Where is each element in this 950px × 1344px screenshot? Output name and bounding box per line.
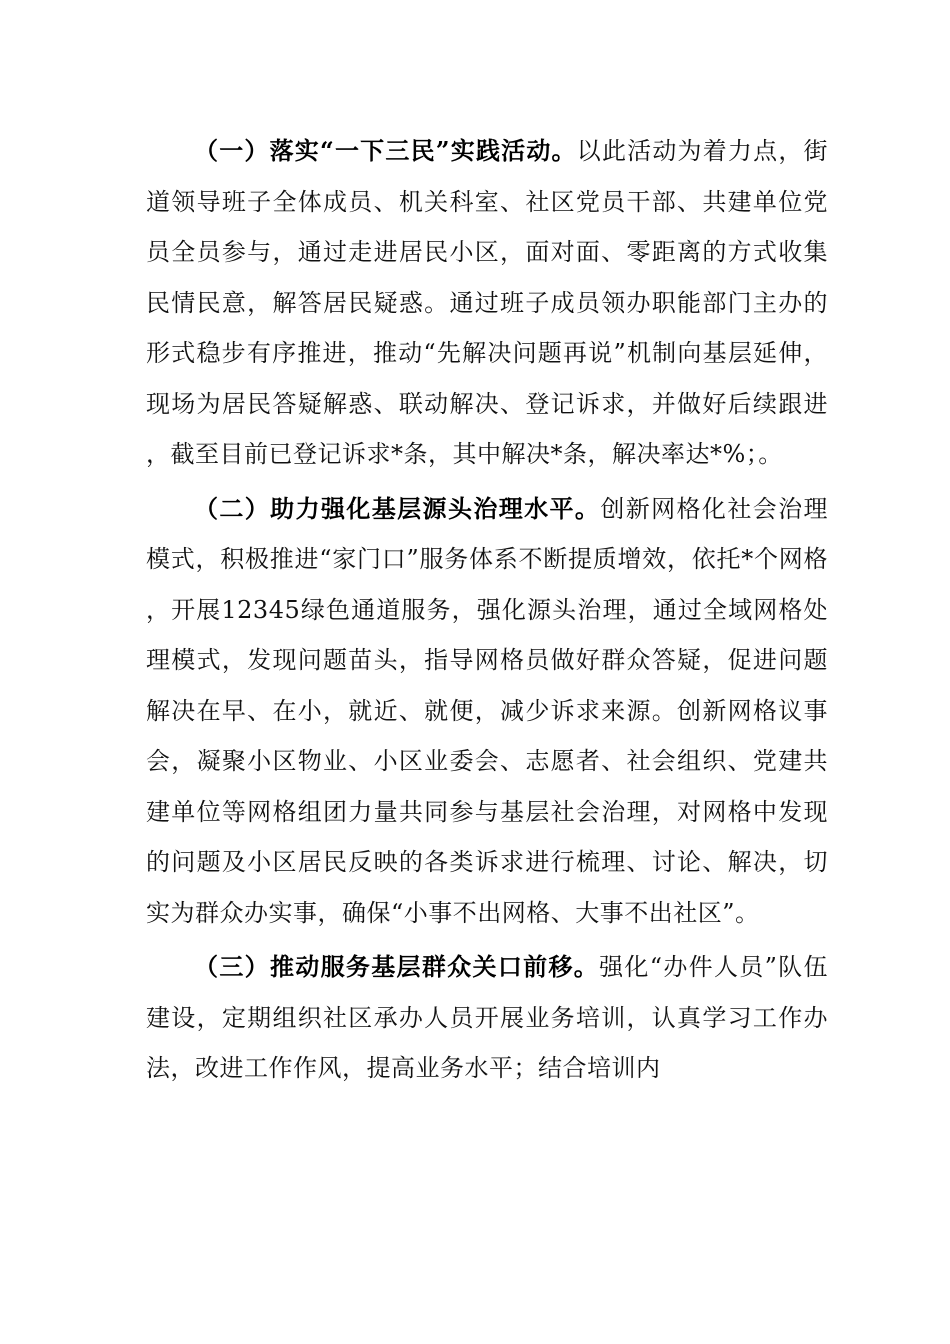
section-3-heading: （三）推动服务基层群众关口前移。 <box>194 952 600 981</box>
section-2-paragraph <box>146 484 828 939</box>
section-1-text: 以此活动为着力点，街道领导班子全体成员、机关科室、社区党员干部、共建单位党员全员参与，通过走进居民小区，面对面、零距离的方式收集民情民意，解答居民疑惑。通过班子成员领办职能部门主办的形式稳步有序推进，推动“先解决问题再说”机制向基层延伸，现场为居民答疑解惑、联动解决、登记诉求，并做好后续跟进，截至目前已登记诉求*条，其中解决*条，解决率达*%；。 <box>146 137 829 468</box>
section-2-heading: （二）助力强化基层源头治理水平。 <box>194 493 601 523</box>
section-1-paragraph <box>146 126 828 480</box>
section-2-text: 创新网格化社会治理模式，积极推进“家门口”服务体系不断提质增效，依托*个网格，开展12345绿色通道服务，强化源头治理，通过全域网格处理模式，发现问题苗头，指导网格员做好群众答疑，促进问题解决在早、在小，就近、就便，减少诉求来源。创新网格议事会，凝聚小区物业、小区业委会、志愿者、社会组织、党建共建单位等网格组团力量共同参与基层社会治理，对网格中发现的问题及小区居民反映的各类诉求进行梳理、讨论、解决，切实为群众办实事，确保“小事不出网格、大事不出社区”。 <box>146 494 829 927</box>
section-3-paragraph <box>146 942 828 1094</box>
section-1-heading: （一）落实“一下三民”实践活动。 <box>194 136 577 165</box>
section-3-text: 强化“办件人员”队伍建设，定期组织社区承办人员开展业务培训，认真学习工作办法，改进工作作风，提高业务水平；结合培训内 <box>146 953 828 1082</box>
document-body <box>146 126 828 1098</box>
